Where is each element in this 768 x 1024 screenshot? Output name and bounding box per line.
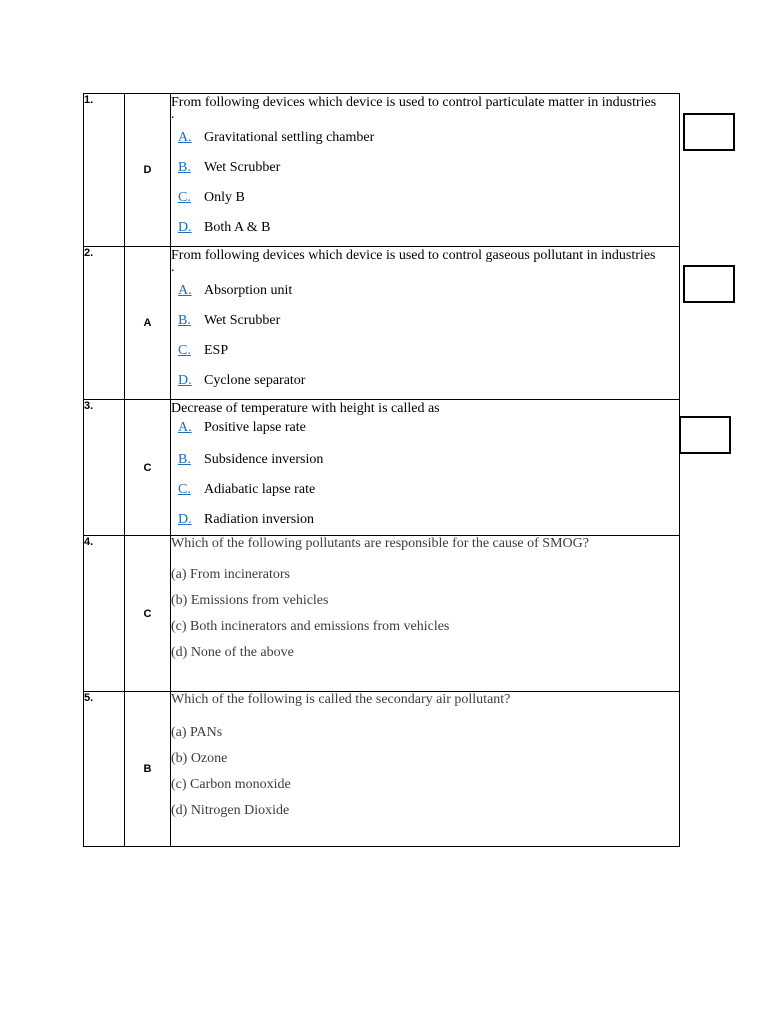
option-item: (c) Carbon monoxide [171,777,291,792]
option-item [171,213,679,243]
question-text: From following devices which device is used to control particulate matter in industries [171,95,657,110]
question-content [171,692,680,847]
option-text: Cyclone separator [204,373,306,388]
question-content [171,94,680,247]
question-row [84,247,680,400]
side-box [683,113,735,151]
option-item [171,445,679,475]
option-letter-link[interactable]: A. [178,130,192,145]
question-number: 5. [84,692,125,847]
question-row [84,94,680,247]
option-text: Gravitational settling chamber [204,130,375,145]
option-letter-link[interactable]: B. [178,160,191,175]
question-number: 1. [84,94,125,247]
option-letter-link[interactable]: D. [178,220,192,235]
option-letter-link[interactable]: C. [178,190,191,205]
option-text: Wet Scrubber [204,160,281,175]
option-letter-link[interactable]: A. [178,420,192,435]
question-text: Which of the following is called the secondary air pollutant? [171,692,511,707]
option-item [171,475,679,505]
side-box [683,265,735,303]
option-letter-link[interactable]: B. [178,313,191,328]
option-item [171,183,679,213]
option-item: (a) PANs [171,725,223,740]
question-content [171,536,680,692]
option-item [171,306,679,336]
question-text: Decrease of temperature with height is called as [171,401,440,416]
question-content [171,247,680,400]
option-item: (b) Emissions from vehicles [171,593,329,608]
question-table [83,93,680,847]
answer-key: B [125,692,171,847]
option-item [171,123,679,153]
option-item: (a) From incinerators [171,567,290,582]
question-number: 2. [84,247,125,400]
question-number: 3. [84,400,125,536]
side-box [679,416,731,454]
option-text: Absorption unit [204,283,293,298]
option-text: Wet Scrubber [204,313,281,328]
option-letter-link[interactable]: C. [178,482,191,497]
answer-key: D [125,94,171,247]
option-item [171,276,679,306]
option-item [171,336,679,366]
option-letter-link[interactable]: C. [178,343,191,358]
option-item [171,366,679,396]
answer-key: C [125,536,171,692]
question-row [84,536,680,692]
question-number: 4. [84,536,125,692]
option-letter-link[interactable]: D. [178,373,192,388]
option-letter-link[interactable]: D. [178,512,192,527]
question-trailing-dot: . [171,107,175,122]
answer-key: C [125,400,171,536]
option-text: Radiation inversion [204,512,315,527]
option-item: (c) Both incinerators and emissions from vehicles [171,619,450,634]
option-letter-link[interactable]: A. [178,283,192,298]
option-text: Only B [204,190,245,205]
question-row [84,692,680,847]
option-text: Positive lapse rate [204,420,306,435]
question-text: Which of the following pollutants are responsible for the cause of SMOG? [171,536,589,551]
answer-key: A [125,247,171,400]
option-item: (d) Nitrogen Dioxide [171,803,290,818]
option-item: (b) Ozone [171,751,228,766]
option-item [171,153,679,183]
option-text: Subsidence inversion [204,452,324,467]
option-text: Both A & B [204,220,271,235]
option-item [171,505,679,535]
option-letter-link[interactable]: B. [178,452,191,467]
option-text: Adiabatic lapse rate [204,482,316,497]
question-trailing-dot: . [171,260,175,275]
question-row [84,400,680,536]
option-text: ESP [204,343,229,358]
question-content [171,400,680,536]
option-item [171,417,679,445]
question-text: From following devices which device is used to control gaseous pollutant in industries [171,248,656,263]
option-item: (d) None of the above [171,645,294,660]
